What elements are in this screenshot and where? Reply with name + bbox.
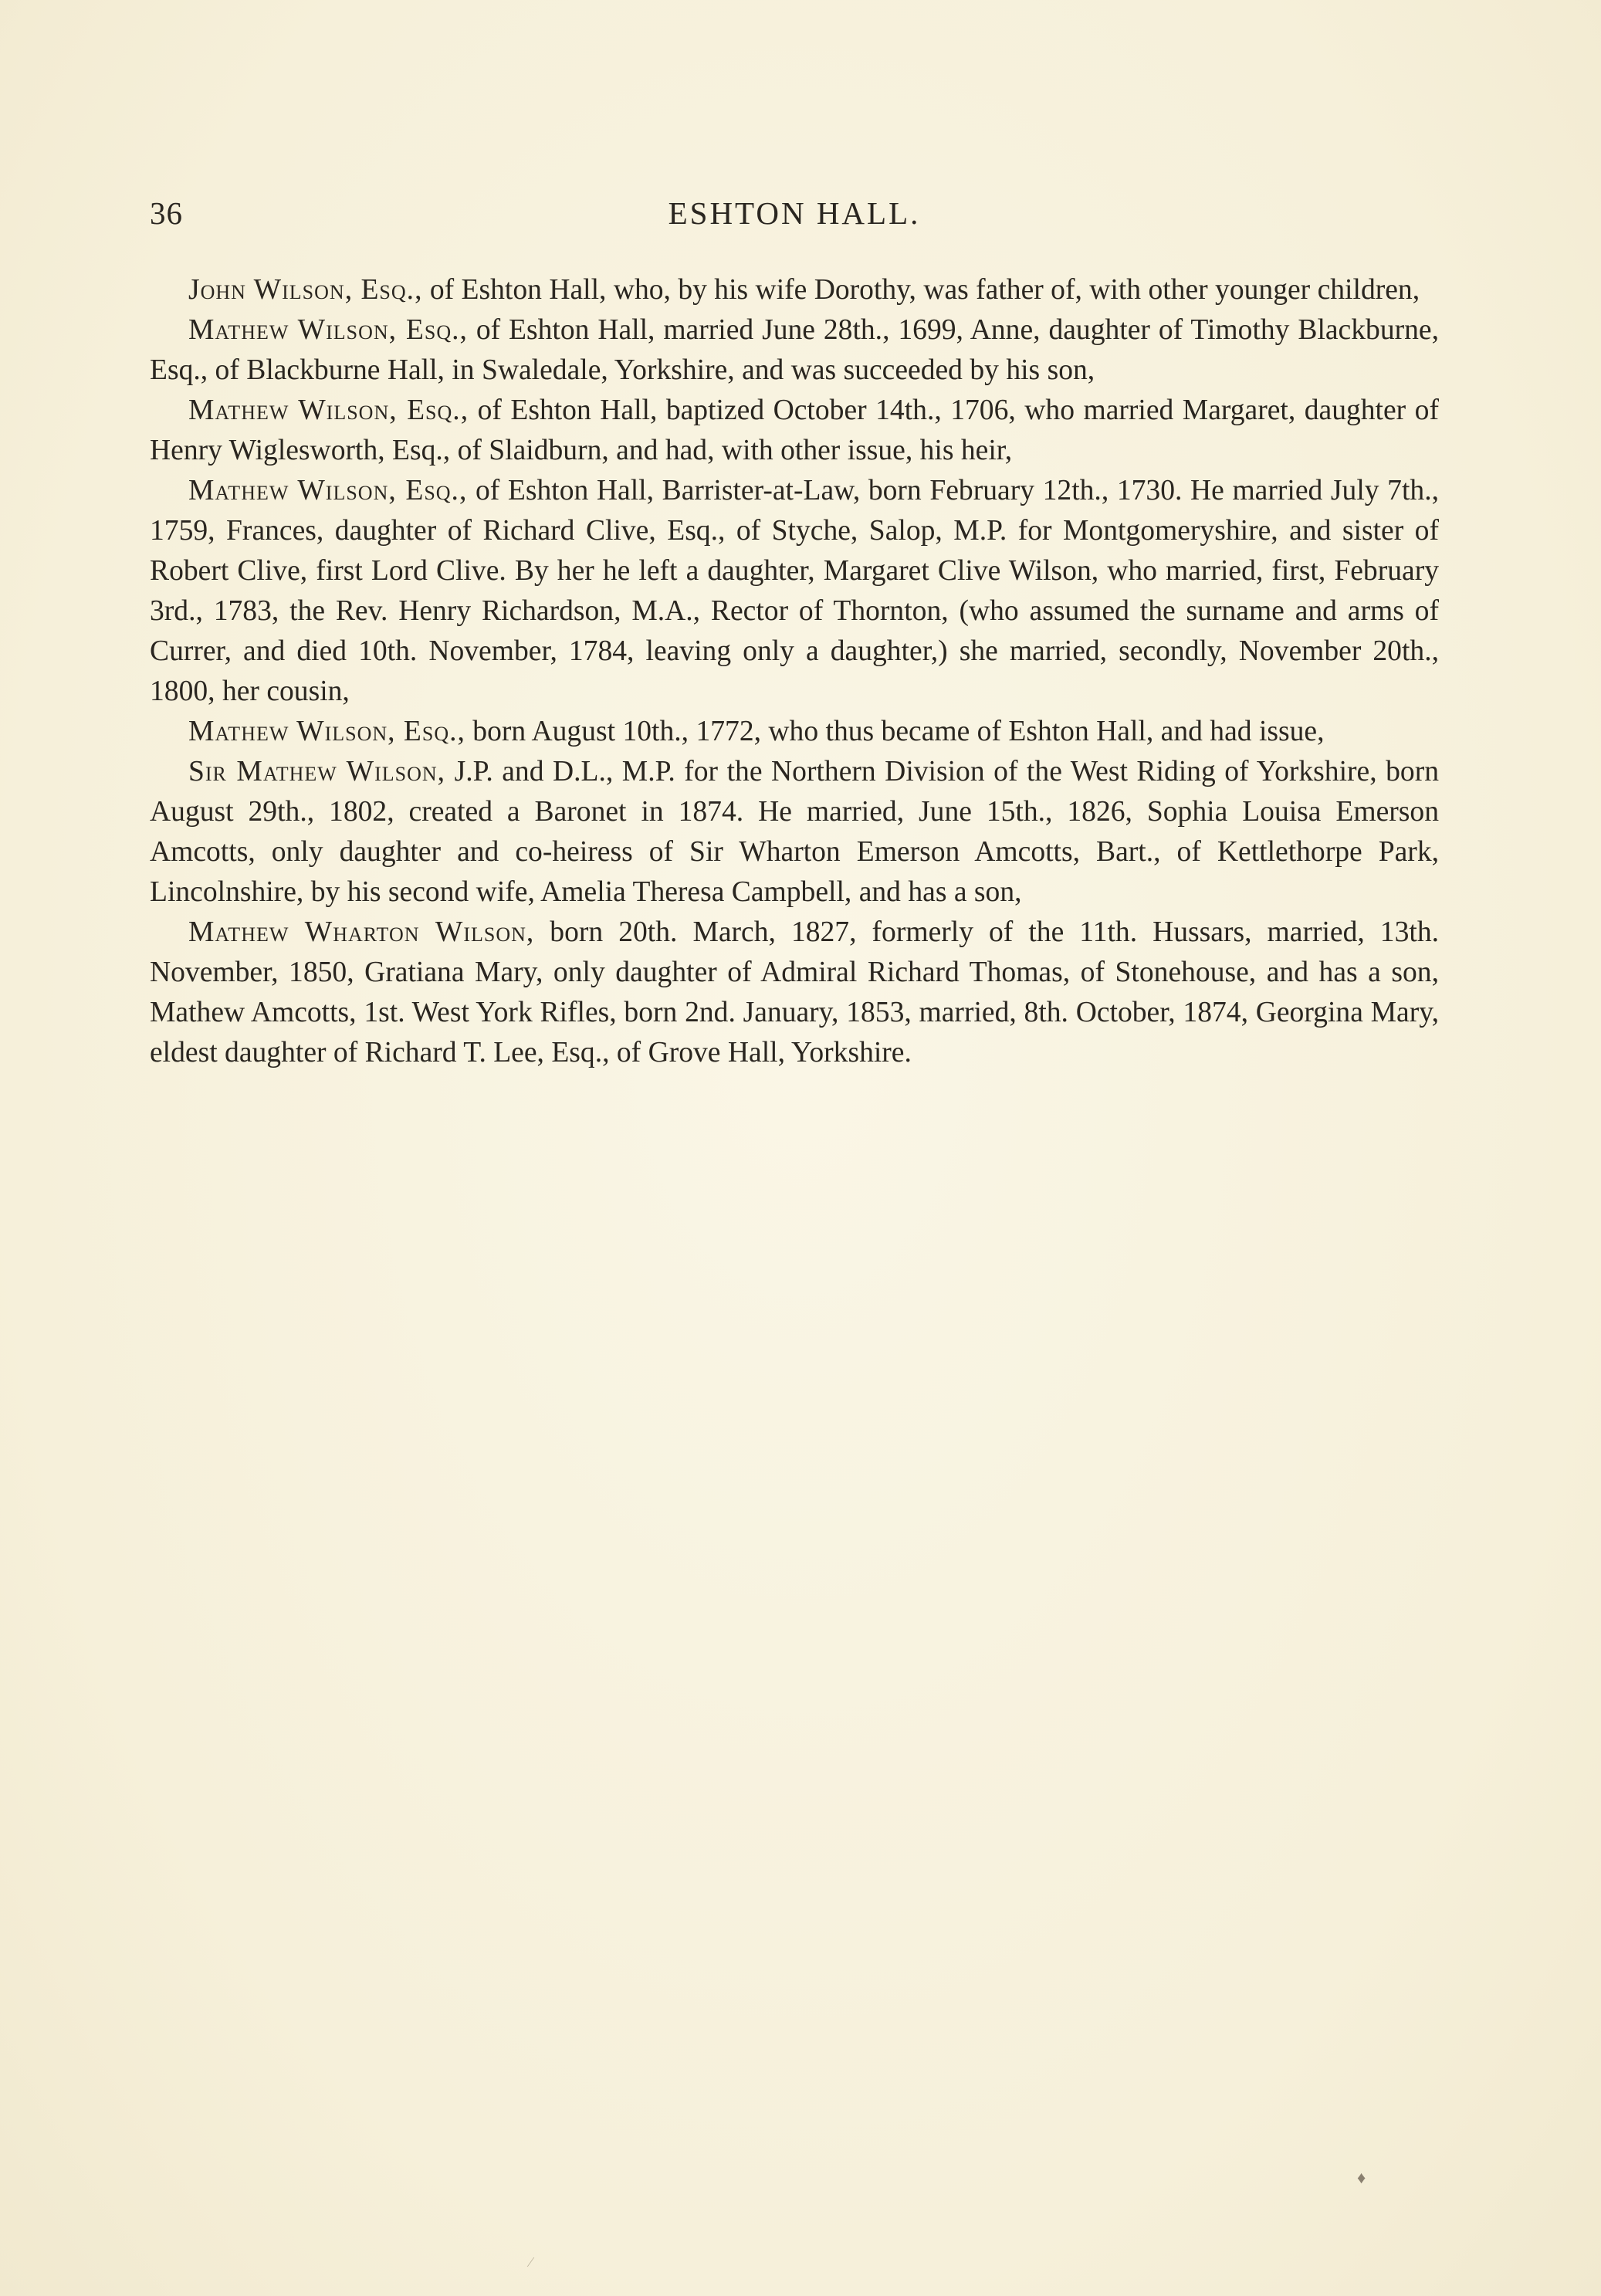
paragraph-text: J.P. and D.L., M.P. for the Northern Division of the West Riding of Yorkshire, born August 29th., 1802, created a Baronet in 1874. He married, June 15th., 1826, Sophia Louisa Emerson Amcotts, only daughter and co-heiress of Sir Wharton Emerson Amcotts, Bart., of Kettlethorpe Park, Lincolnshire, by his second wife, Amelia Theresa Campbell, and has a son, <box>150 756 1439 908</box>
ink-speck-icon: ♦ <box>1357 2168 1366 2187</box>
paragraph-text: born 20th. March, 1827, formerly of the 11th. Hussars, married, 13th. November, 1850, Gratiana Mary, only daughter of Admiral Richard Thomas, of Stonehouse, and has a son, Mathew Amcotts, 1st. West York Rifles, born 2nd. January, 1853, married, 8th. October, 1874, Georgina Mary, eldest daughter of Richard T. Lee, Esq., of Grove Hall, Yorkshire. <box>150 916 1440 1068</box>
paper-mark-icon: ⁄ <box>530 2254 533 2270</box>
page-title: ESHTON HALL. <box>668 195 921 231</box>
paragraph-john-wilson <box>150 270 1439 310</box>
paragraph-mathew-wharton-wilson <box>150 913 1439 1073</box>
paragraph-text: of Eshton Hall, Barrister-at-Law, born February 12th., 1730. He married July 7th., 1759, Frances, daughter of Richard Clive, Esq., of Styche, Salop, M.P. for Montgomeryshire, and sister of Robert Clive, first Lord Clive. By her he left a daughter, Margaret Clive Wilson, who married, first, February 3rd., 1783, the Rev. Henry Richardson, M.A., Rector of Thornton, (who assumed the surname and arms of Currer, and died 10th. November, 1784, leaving only a daughter,) she married, secondly, November 20th., 1800, her cousin, <box>150 475 1439 707</box>
paragraph-mathew-wilson-3 <box>150 471 1439 712</box>
paragraph-text: born August 10th., 1772, who thus became of Eshton Hall, and had issue, <box>465 716 1325 747</box>
paragraph-text: of Eshton Hall, baptized October 14th., 1706, who married Margaret, daughter of Henry Wiglesworth, Esq., of Slaidburn, and had, with other issue, his heir, <box>150 395 1439 466</box>
person-name: Mathew Wilson, Esq., <box>188 716 465 747</box>
person-name: Sir Mathew Wilson, <box>188 756 446 787</box>
paragraph-text: of Eshton Hall, married June 28th., 1699, Anne, daughter of Timothy Blackburne, Esq., of Blackburne Hall, in Swaledale, Yorkshire, and was succeeded by his son, <box>150 314 1439 386</box>
body-text <box>150 270 1439 1073</box>
page-number: 36 <box>150 195 183 231</box>
paragraph-text: of Eshton Hall, who, by his wife Dorothy, was father of, with other younger children, <box>422 274 1420 306</box>
paragraph-mathew-wilson-2 <box>150 391 1439 471</box>
person-name: Mathew Wilson, Esq., <box>188 395 469 426</box>
person-name: Mathew Wilson, Esq., <box>188 314 468 346</box>
person-name: Mathew Wharton Wilson, <box>188 916 535 948</box>
running-head <box>150 195 1439 241</box>
paragraph-sir-mathew-wilson <box>150 752 1439 913</box>
paragraph-mathew-wilson-1 <box>150 310 1439 391</box>
paragraph-mathew-wilson-4 <box>150 712 1439 752</box>
person-name: Mathew Wilson, Esq., <box>188 475 468 506</box>
person-name: John Wilson, Esq., <box>188 274 423 306</box>
